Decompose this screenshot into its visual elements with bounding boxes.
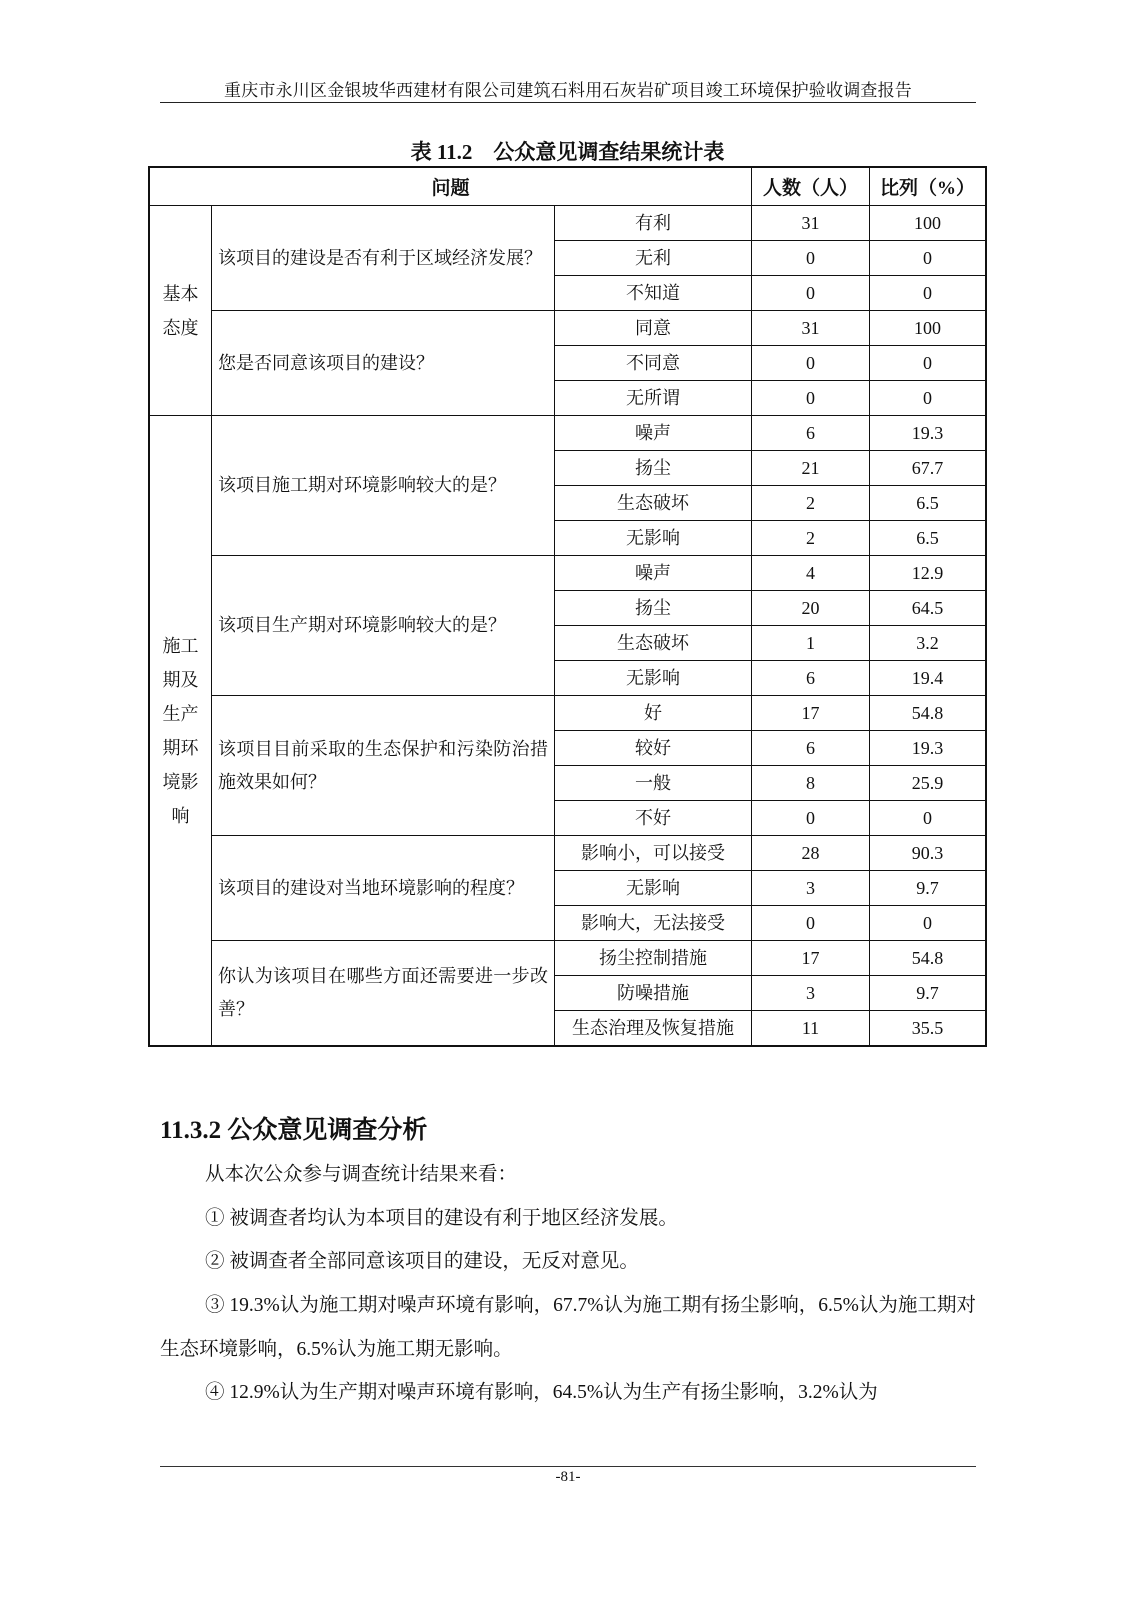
option-cell: 扬尘控制措施 <box>555 941 752 976</box>
count-cell: 28 <box>752 836 870 871</box>
ratio-cell: 6.5 <box>870 486 987 521</box>
option-cell: 生态破坏 <box>555 486 752 521</box>
column-header-question: 问题 <box>149 167 752 206</box>
ratio-cell: 9.7 <box>870 976 987 1011</box>
ratio-cell: 67.7 <box>870 451 987 486</box>
paragraph: 从本次公众参与调查统计结果来看： <box>205 1164 518 1185</box>
count-cell: 21 <box>752 451 870 486</box>
count-cell: 17 <box>752 941 870 976</box>
option-cell: 噪声 <box>555 416 752 451</box>
ratio-cell: 0 <box>870 381 987 416</box>
table-row <box>149 311 986 346</box>
count-cell: 3 <box>752 976 870 1011</box>
option-cell: 较好 <box>555 731 752 766</box>
count-cell: 4 <box>752 556 870 591</box>
question-cell: 该项目生产期对环境影响较大的是？ <box>212 556 555 696</box>
option-cell: 不知道 <box>555 276 752 311</box>
ratio-cell: 100 <box>870 206 987 241</box>
option-cell: 无影响 <box>555 871 752 906</box>
ratio-cell: 19.4 <box>870 661 987 696</box>
footer-rule <box>160 1466 976 1467</box>
count-cell: 2 <box>752 486 870 521</box>
option-cell: 防噪措施 <box>555 976 752 1011</box>
survey-results-table <box>148 166 987 1047</box>
option-cell: 好 <box>555 696 752 731</box>
ratio-cell: 0 <box>870 801 987 836</box>
count-cell: 6 <box>752 661 870 696</box>
paragraph: ④ 12.9%认为生产期对噪声环境有影响，64.5%认为生产有扬尘影响，3.2%认为 <box>205 1382 878 1403</box>
running-header: 重庆市永川区金银坡华西建材有限公司建筑石料用石灰岩矿项目竣工环境保护验收调查报告 <box>224 81 912 100</box>
column-header-ratio: 比列（%） <box>870 167 987 206</box>
option-cell: 扬尘 <box>555 451 752 486</box>
option-cell: 生态治理及恢复措施 <box>555 1011 752 1047</box>
option-cell: 无所谓 <box>555 381 752 416</box>
question-cell: 该项目目前采取的生态保护和污染防治措施效果如何？ <box>212 696 555 836</box>
paragraph: ② 被调查者全部同意该项目的建设，无反对意见。 <box>205 1251 639 1272</box>
table-row <box>149 836 986 871</box>
count-cell: 0 <box>752 346 870 381</box>
ratio-cell: 9.7 <box>870 871 987 906</box>
question-cell: 该项目施工期对环境影响较大的是？ <box>212 416 555 556</box>
ratio-cell: 54.8 <box>870 696 987 731</box>
ratio-cell: 0 <box>870 276 987 311</box>
paragraph: ① 被调查者均认为本项目的建设有利于地区经济发展。 <box>205 1208 678 1229</box>
ratio-cell: 100 <box>870 311 987 346</box>
count-cell: 31 <box>752 311 870 346</box>
option-cell: 无影响 <box>555 661 752 696</box>
option-cell: 生态破坏 <box>555 626 752 661</box>
table-header-row <box>149 167 986 206</box>
ratio-cell: 64.5 <box>870 591 987 626</box>
section-heading: 11.3.2 公众意见调查分析 <box>160 1117 428 1144</box>
question-cell: 您是否同意该项目的建设？ <box>212 311 555 416</box>
option-cell: 无影响 <box>555 521 752 556</box>
option-cell: 影响大，无法接受 <box>555 906 752 941</box>
ratio-cell: 35.5 <box>870 1011 987 1047</box>
count-cell: 6 <box>752 731 870 766</box>
count-cell: 0 <box>752 906 870 941</box>
option-cell: 无利 <box>555 241 752 276</box>
count-cell: 0 <box>752 381 870 416</box>
ratio-cell: 0 <box>870 346 987 381</box>
group-cell <box>149 206 212 416</box>
option-cell: 影响小，可以接受 <box>555 836 752 871</box>
table-row <box>149 206 986 241</box>
paragraph: ③ 19.3%认为施工期对噪声环境有影响，67.7%认为施工期有扬尘影响，6.5%认为施工期对生态环境影响，6.5%认为施工期无影响。 <box>160 1295 976 1360</box>
question-cell: 你认为该项目在哪些方面还需要进一步改善？ <box>212 941 555 1047</box>
option-cell: 不好 <box>555 801 752 836</box>
table-title: 表 11.2 公众意见调查结果统计表 <box>410 140 725 164</box>
option-cell: 扬尘 <box>555 591 752 626</box>
option-cell: 噪声 <box>555 556 752 591</box>
ratio-cell: 19.3 <box>870 731 987 766</box>
ratio-cell: 12.9 <box>870 556 987 591</box>
page-number: -81- <box>555 1469 581 1485</box>
group-label: 基本态度 <box>162 283 199 338</box>
option-cell: 有利 <box>555 206 752 241</box>
table-row <box>149 416 986 451</box>
ratio-cell: 0 <box>870 906 987 941</box>
column-header-count: 人数（人） <box>752 167 870 206</box>
ratio-cell: 6.5 <box>870 521 987 556</box>
ratio-cell: 25.9 <box>870 766 987 801</box>
table-row <box>149 696 986 731</box>
count-cell: 0 <box>752 801 870 836</box>
count-cell: 17 <box>752 696 870 731</box>
option-cell: 不同意 <box>555 346 752 381</box>
ratio-cell: 0 <box>870 241 987 276</box>
count-cell: 0 <box>752 276 870 311</box>
count-cell: 20 <box>752 591 870 626</box>
count-cell: 0 <box>752 241 870 276</box>
question-cell: 该项目的建设对当地环境影响的程度？ <box>212 836 555 941</box>
count-cell: 31 <box>752 206 870 241</box>
table-row <box>149 556 986 591</box>
count-cell: 8 <box>752 766 870 801</box>
ratio-cell: 19.3 <box>870 416 987 451</box>
ratio-cell: 90.3 <box>870 836 987 871</box>
count-cell: 1 <box>752 626 870 661</box>
ratio-cell: 54.8 <box>870 941 987 976</box>
header-rule <box>160 102 976 103</box>
table-body <box>149 206 986 1047</box>
group-label: 施工期及生产期环境影响 <box>162 635 199 826</box>
question-cell: 该项目的建设是否有利于区域经济发展？ <box>212 206 555 311</box>
ratio-cell: 3.2 <box>870 626 987 661</box>
count-cell: 2 <box>752 521 870 556</box>
count-cell: 3 <box>752 871 870 906</box>
option-cell: 同意 <box>555 311 752 346</box>
table-row <box>149 941 986 976</box>
option-cell: 一般 <box>555 766 752 801</box>
count-cell: 6 <box>752 416 870 451</box>
count-cell: 11 <box>752 1011 870 1047</box>
group-cell <box>149 416 212 1047</box>
